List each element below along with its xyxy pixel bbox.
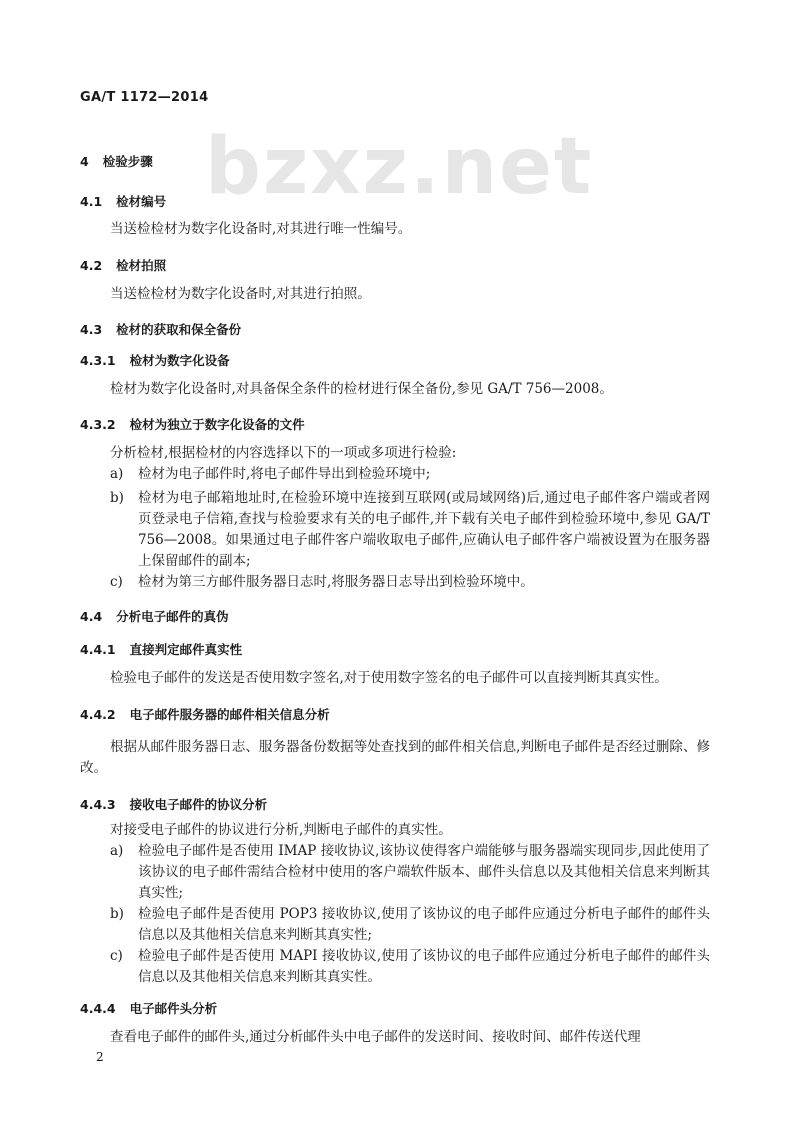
section-heading-4-4-2: [80, 705, 330, 723]
paragraph-4-4-3: 对接受电子邮件的协议进行分析,判断电子邮件的真实性。: [110, 822, 452, 838]
list-marker: a): [110, 466, 124, 482]
watermark: bzxz.net: [205, 122, 594, 212]
paragraph-4-1: 当送检检材为数字化设备时,对其进行唯一性编号。: [110, 221, 412, 237]
paragraph-4-2: 当送检检材为数字化设备时,对其进行拍照。: [110, 286, 371, 302]
list-marker: b): [110, 906, 124, 922]
paragraph-4-4-2: 根据从邮件服务器日志、服务器备份数据等处查找到的邮件相关信息,判断电子邮件是否经过删除、修改。: [80, 739, 710, 776]
section-title: 检材的获取和保全备份: [116, 322, 242, 337]
list-item: [110, 904, 710, 946]
list-text: 检验电子邮件是否使用 POP3 接收协议,使用了该协议的电子邮件应通过分析电子邮件的邮件头信息以及其他相关信息来判断其真实性;: [138, 906, 710, 943]
section-number: 4.4.3: [80, 797, 116, 812]
paragraph-4-4-1: 检验电子邮件的发送是否使用数字签名,对于使用数字签名的电子邮件可以直接判断其真实性。: [110, 670, 668, 686]
section-title: 电子邮件服务器的邮件相关信息分析: [129, 707, 330, 722]
section-number: 4.4.4: [80, 1001, 116, 1016]
section-number: 4.3.2: [80, 417, 116, 432]
list-text: 检材为第三方邮件服务器日志时,将服务器日志导出到检验环境中。: [138, 574, 534, 590]
section-heading-4-4-3: [80, 795, 267, 813]
section-heading-4-1: [80, 192, 166, 210]
section-title: 检材拍照: [116, 258, 167, 273]
standard-code: GA/T 1172—2014: [80, 90, 209, 105]
list-text: 检验电子邮件是否使用 MAPI 接收协议,使用了该协议的电子邮件应通过分析电子邮件的邮件头信息以及其他相关信息来判断其真实性。: [138, 948, 710, 985]
section-number: 4.4.2: [80, 707, 116, 722]
page-number: 2: [96, 1050, 104, 1064]
section-heading-4-3-2: [80, 415, 305, 433]
list-item: [110, 841, 710, 904]
section-heading-4-4-1: [80, 640, 242, 658]
section-number: 4.3.1: [80, 353, 116, 368]
section-heading-4: [80, 152, 153, 170]
section-title: 检材编号: [116, 194, 167, 209]
section-title: 直接判定邮件真实性: [129, 642, 243, 657]
section-title: 电子邮件头分析: [129, 1001, 218, 1016]
section-heading-4-4: [80, 607, 229, 625]
list-text: 检材为电子邮件时,将电子邮件导出到检验环境中;: [138, 466, 431, 482]
section-heading-4-3-1: [80, 351, 230, 369]
section-heading-4-4-4: [80, 999, 217, 1017]
section-title: 检材为独立于数字化设备的文件: [129, 417, 305, 432]
section-number: 4.4: [80, 609, 103, 624]
section-title: 检验步骤: [102, 154, 153, 169]
list-item: [110, 946, 710, 988]
paragraph-4-3-2: 分析检材,根据检材的内容选择以下的一项或多项进行检验:: [110, 445, 457, 461]
list-item: [110, 488, 710, 572]
list-marker: a): [110, 843, 124, 859]
section-number: 4.3: [80, 322, 103, 337]
section-title: 接收电子邮件的协议分析: [129, 797, 268, 812]
list-text: 检验电子邮件是否使用 IMAP 接收协议,该协议使得客户端能够与服务器端实现同步,因此使用了该协议的电子邮件需结合检材中使用的客户端软件版本、邮件头信息以及其他相关信息来判断其真实性;: [138, 843, 710, 901]
list-marker: b): [110, 490, 124, 506]
paragraph-4-4-4: 查看电子邮件的邮件头,通过分析邮件头中电子邮件的发送时间、接收时间、邮件传送代理: [110, 1029, 641, 1045]
list-marker: c): [110, 574, 123, 590]
section-number: 4.4.1: [80, 642, 116, 657]
list-text: 检材为电子邮箱地址时,在检验环境中连接到互联网(或局域网络)后,通过电子邮件客户端或者网页登录电子信箱,查找与检验要求有关的电子邮件,并下载有关电子邮件到检验环境中,参见 GA/T 756—2008。如果通过电子邮件客户端收取电子邮件,应确认电子邮件客户端被设置为在服务器上保留邮件的副本;: [138, 490, 710, 569]
section-heading-4-3: [80, 320, 241, 338]
paragraph-4-3-1: 检材为数字化设备时,对具备保全条件的检材进行保全备份,参见 GA/T 756—2008。: [110, 381, 613, 397]
section-number: 4.2: [80, 258, 103, 273]
section-title: 检材为数字化设备: [129, 353, 230, 368]
section-title: 分析电子邮件的真伪: [116, 609, 229, 624]
list-item: [110, 572, 710, 593]
list-marker: c): [110, 948, 123, 964]
section-heading-4-2: [80, 256, 166, 274]
section-number: 4.1: [80, 194, 103, 209]
section-number: 4: [80, 154, 89, 169]
list-item: [110, 464, 710, 485]
